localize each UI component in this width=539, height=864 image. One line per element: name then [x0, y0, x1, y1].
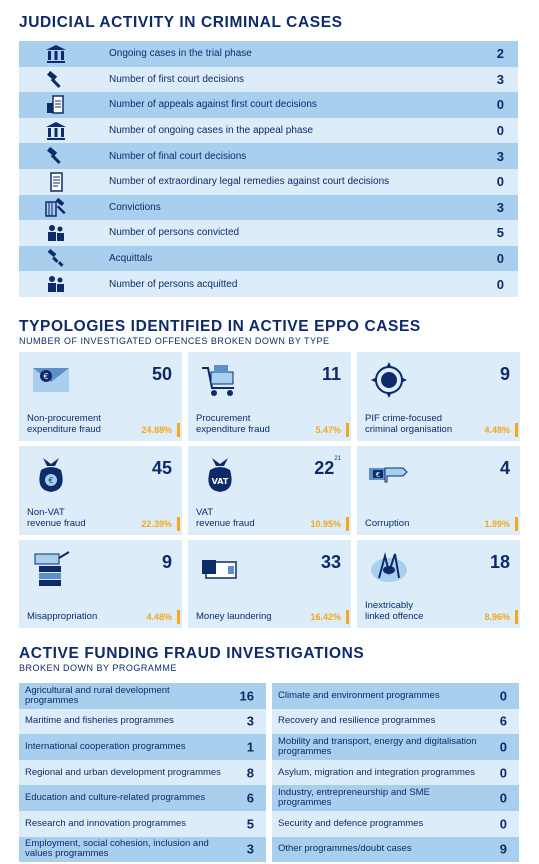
table-row [272, 837, 519, 863]
funding-table-left [19, 683, 266, 862]
percentage-marker [346, 610, 349, 624]
row-value: 2 [496, 46, 504, 62]
typologies-section-subtitle: NUMBER OF INVESTIGATED OFFENCES BROKEN DOWN BY TYPE [19, 336, 330, 346]
judicial-section-title: JUDICIAL ACTIVITY IN CRIMINAL CASES [19, 14, 343, 31]
row-value: 0 [496, 123, 504, 139]
programme-count: 9 [499, 841, 507, 857]
svg-text:€: € [43, 372, 49, 381]
table-row [272, 811, 519, 837]
table-row [19, 760, 266, 786]
prison-gavel-icon [45, 198, 67, 218]
table-row [19, 143, 518, 169]
programme-count: 6 [499, 713, 507, 729]
programme-label: Recovery and resilience programmes [278, 715, 436, 727]
card-count: 45 [151, 458, 172, 478]
table-row [19, 67, 518, 93]
table-row [19, 246, 518, 272]
programme-label: Regional and urban development programmes [25, 766, 221, 778]
percentage-marker [346, 517, 349, 531]
funding-table-right [272, 683, 519, 862]
programme-count: 0 [499, 765, 507, 781]
card-count: 4 [499, 458, 510, 478]
table-row [19, 220, 518, 246]
document-icon [45, 172, 67, 192]
programme-count: 5 [246, 816, 254, 832]
programme-label: Agricultural and rural development programmes [25, 684, 170, 706]
row-value: 3 [496, 148, 504, 164]
funding-section-title: ACTIVE FUNDING FRAUD INVESTIGATIONS [19, 645, 365, 662]
card-percentage: 10.95% [310, 519, 341, 529]
courthouse-icon [45, 121, 67, 141]
programme-count: 8 [246, 765, 254, 781]
percentage-marker [515, 610, 518, 624]
euro-envelope-icon [29, 360, 73, 400]
table-row [19, 92, 518, 118]
vat-bag-icon [198, 454, 242, 494]
card-label: PIF crime-focused criminal organisation [365, 413, 453, 435]
gavel-icon [45, 146, 67, 166]
table-row [272, 760, 519, 786]
table-row [19, 271, 518, 297]
row-value: 0 [496, 97, 504, 113]
programme-count: 0 [499, 816, 507, 832]
money-stack-icon [29, 548, 73, 588]
row-value: 0 [496, 174, 504, 190]
row-label: Number of appeals against first court decisions [109, 99, 317, 111]
card-percentage: 4.48% [484, 425, 510, 435]
row-label: Acquittals [109, 253, 153, 265]
document-appeal-icon [45, 95, 67, 115]
funding-section-subtitle: BROKEN DOWN BY PROGRAMME [19, 663, 177, 673]
programme-label: Maritime and fisheries programmes [25, 715, 174, 727]
card-percentage: 4.48% [146, 612, 172, 622]
table-row [19, 118, 518, 144]
table-row [19, 195, 518, 221]
table-row [19, 709, 266, 735]
table-row [19, 837, 266, 863]
money-laundering-icon [198, 548, 242, 588]
percentage-marker [515, 423, 518, 437]
row-label: Number of ongoing cases in the appeal phase [109, 125, 314, 137]
programme-label: Mobility and transport, energy and digitalisation programmes [278, 735, 477, 757]
percentage-marker [177, 610, 180, 624]
card-count: 33 [320, 552, 341, 572]
typology-card [188, 540, 351, 628]
programme-count: 0 [499, 688, 507, 704]
programme-label: Education and culture-related programmes [25, 792, 206, 804]
card-percentage: 24.88% [141, 425, 172, 435]
table-row [272, 785, 519, 811]
typology-card [357, 540, 520, 628]
card-label: Money laundering [196, 611, 272, 622]
table-row [19, 734, 266, 760]
persons-icon [45, 274, 67, 294]
programme-count: 6 [246, 790, 254, 806]
programme-count: 0 [499, 790, 507, 806]
card-percentage: 22.39% [141, 519, 172, 529]
typologies-section-title: TYPOLOGIES IDENTIFIED IN ACTIVE EPPO CASES [19, 318, 421, 335]
row-value: 0 [496, 251, 504, 267]
card-percentage: 1.99% [484, 519, 510, 529]
row-label: Convictions [109, 201, 161, 213]
card-percentage: 5.47% [315, 425, 341, 435]
card-count: 9 [499, 364, 510, 384]
card-label: Non-procurement expenditure fraud [27, 413, 101, 435]
card-label: Corruption [365, 518, 410, 529]
persons-icon [45, 223, 67, 243]
bribe-hand-icon [367, 454, 411, 494]
typology-card [188, 352, 351, 441]
row-label: Number of first court decisions [109, 73, 245, 85]
programme-count: 3 [246, 713, 254, 729]
programme-label: Asylum, migration and integration programmes [278, 766, 475, 778]
svg-text:€: € [48, 476, 54, 485]
programme-label: Other programmes/doubt cases [278, 843, 412, 855]
programme-label: International cooperation programmes [25, 740, 186, 752]
eu-target-icon [367, 360, 411, 400]
programme-count: 0 [499, 739, 507, 755]
percentage-marker [515, 517, 518, 531]
row-label: Number of persons acquitted [109, 278, 238, 290]
table-row [19, 169, 518, 195]
card-count: 18 [489, 552, 510, 572]
card-label: VAT revenue fraud [196, 507, 255, 529]
broken-gavel-icon [45, 249, 67, 269]
programme-count: 1 [246, 739, 254, 755]
row-value: 3 [496, 71, 504, 87]
row-value: 5 [496, 225, 504, 241]
svg-text:VAT: VAT [211, 477, 229, 486]
table-row [272, 709, 519, 735]
table-row [19, 683, 266, 709]
svg-text:€: € [375, 471, 381, 479]
table-row [272, 683, 519, 709]
row-label: Ongoing cases in the trial phase [109, 48, 252, 60]
percentage-marker [177, 517, 180, 531]
table-row [19, 811, 266, 837]
gavel-icon [45, 70, 67, 90]
typology-card [357, 352, 520, 441]
programme-label: Climate and environment programmes [278, 689, 440, 701]
typology-card [19, 446, 182, 535]
row-value: 0 [496, 276, 504, 292]
courthouse-icon [45, 44, 67, 64]
table-row [272, 734, 519, 760]
card-count: 11 [321, 364, 341, 384]
typology-card [19, 352, 182, 441]
card-label: Misappropriation [27, 611, 98, 622]
row-label: Number of final court decisions [109, 150, 247, 162]
linked-offence-icon [367, 548, 411, 588]
shopping-cart-icon [198, 360, 242, 400]
percentage-marker [346, 423, 349, 437]
footnote-marker: 21 [334, 456, 341, 462]
table-row [19, 41, 518, 67]
programme-count: 16 [239, 688, 254, 704]
typology-card [357, 446, 520, 535]
row-label: Number of persons convicted [109, 227, 240, 239]
card-count: 9 [161, 552, 172, 572]
card-count: $22^{21}$ [314, 456, 341, 478]
card-percentage: 8.96% [484, 612, 510, 622]
programme-label: Industry, entrepreneurship and SME programmes [278, 787, 430, 809]
card-label: Inextricably linked offence [365, 600, 424, 622]
typology-card [19, 540, 182, 628]
card-percentage: 16.42% [310, 612, 341, 622]
programme-label: Employment, social cohesion, inclusion and values programmes [25, 838, 209, 860]
card-count: 50 [151, 364, 172, 384]
programme-label: Research and innovation programmes [25, 817, 187, 829]
judicial-activity-table [19, 41, 518, 297]
row-value: 3 [496, 199, 504, 215]
card-label: Non-VAT revenue fraud [27, 507, 86, 529]
euro-bag-icon [29, 454, 73, 494]
programme-count: 3 [246, 841, 254, 857]
row-label: Number of extraordinary legal remedies against court decisions [109, 176, 390, 188]
card-label: Procurement expenditure fraud [196, 413, 270, 435]
typology-card [188, 446, 351, 535]
percentage-marker [177, 423, 180, 437]
programme-label: Security and defence programmes [278, 817, 424, 829]
table-row [19, 785, 266, 811]
